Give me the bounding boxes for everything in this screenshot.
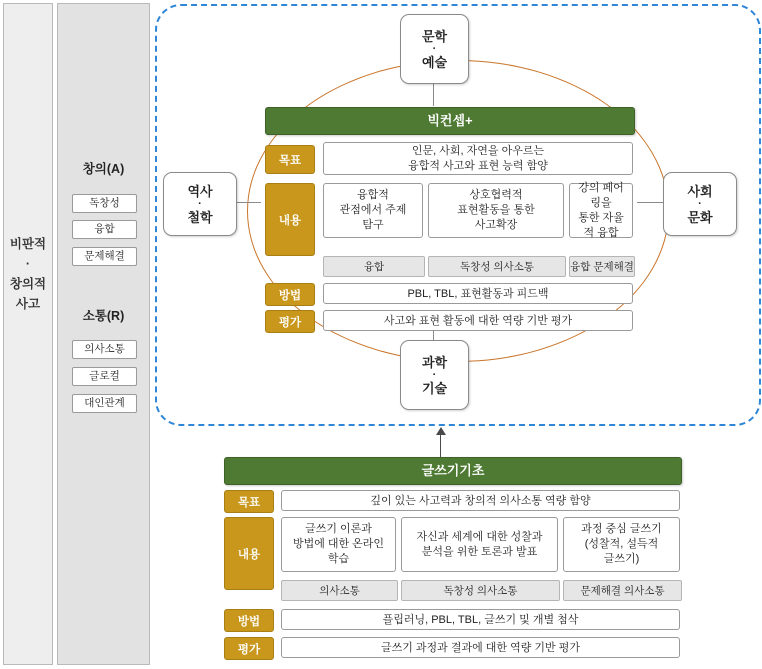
node-science-dot: · xyxy=(432,368,437,381)
competency-chip-interpersonal[interactable]: 대인관계 xyxy=(72,394,137,413)
bc-c1-l1: 융합적 xyxy=(357,189,389,201)
competency-group-title-creative: 창의(A) xyxy=(82,162,125,176)
big-concept-content-cell-3 xyxy=(569,183,633,238)
wb-c1-l1: 글쓰기 이론과 xyxy=(305,523,372,535)
upward-arrow-head xyxy=(436,427,446,435)
big-concept-tag-1: 융합 xyxy=(323,256,425,277)
wb-c1-l3: 학습 xyxy=(327,553,350,565)
big-concept-goal-label: 목표 xyxy=(265,145,315,174)
writing-basics-goal-label: 목표 xyxy=(224,490,274,513)
writing-basics-tag-2: 독창성 의사소통 xyxy=(401,580,560,601)
big-concept-goal-line1: 인문, 사회, 자연을 아우르는 xyxy=(411,144,545,157)
wb-c2-l1: 자신과 세계에 대한 성찰과 xyxy=(416,530,543,543)
node-history-dot: · xyxy=(198,197,202,210)
node-science-line2: 기술 xyxy=(421,380,448,396)
node-history-line1: 역사 xyxy=(187,183,213,199)
wb-c3-l1: 과정 중심 글쓰기 xyxy=(581,523,662,535)
competency-chip-originality[interactable]: 독창성 xyxy=(72,194,137,213)
upward-arrow-stem xyxy=(440,435,441,457)
writing-basics-content-cell-1 xyxy=(281,517,396,572)
competency-column xyxy=(57,3,150,665)
bc-c1-l2: 관점에서 주제 xyxy=(339,204,407,216)
bc-c2-l3: 사고확장 xyxy=(474,219,518,231)
writing-basics-eval-value: 글쓰기 과정과 결과에 대한 역량 기반 평가 xyxy=(281,637,680,658)
node-literature[interactable] xyxy=(400,14,469,84)
writing-basics-content-cell-3 xyxy=(563,517,680,572)
competency-group-title-communication: 소통(R) xyxy=(82,309,125,323)
bc-c2-l1: 상호협력적 xyxy=(469,189,523,201)
writing-basics-content-label: 내용 xyxy=(224,517,274,590)
node-history-line2: 철학 xyxy=(187,209,213,225)
bc-c1-l3: 탐구 xyxy=(362,219,384,231)
left-axis-line4: 사고 xyxy=(15,297,41,311)
competency-chip-glocal[interactable]: 글로컬 xyxy=(72,367,137,386)
connector-history xyxy=(235,202,261,203)
wb-c1-l2: 방법에 대한 온라인 xyxy=(292,538,385,550)
node-society-line2: 문화 xyxy=(687,209,713,225)
bc-c2-l2: 표현활동을 통한 xyxy=(457,204,535,216)
bc-c3-l2: 통한 자율적 융합 xyxy=(578,211,624,239)
left-axis-label xyxy=(4,234,52,314)
writing-basics-tag-1: 의사소통 xyxy=(281,580,398,601)
big-concept-content-cell-2 xyxy=(428,183,564,238)
big-concept-title-bar: 빅컨셉+ xyxy=(265,107,635,135)
writing-basics-content-cell-2 xyxy=(401,517,558,572)
node-society-dot: · xyxy=(698,197,702,210)
writing-basics-eval-label: 평가 xyxy=(224,637,274,660)
competency-chip-problem-solving[interactable]: 문제해결 xyxy=(72,247,137,266)
writing-basics-method-label: 방법 xyxy=(224,609,274,632)
node-society[interactable] xyxy=(663,172,737,236)
big-concept-method-label: 방법 xyxy=(265,283,315,306)
wb-c3-l3: 글쓰기) xyxy=(603,553,640,565)
big-concept-tag-3: 융합 문제해결 xyxy=(569,256,635,277)
writing-basics-tag-3: 문제해결 의사소통 xyxy=(563,580,682,601)
node-literature-line2: 예술 xyxy=(421,54,448,70)
writing-basics-title-bar: 글쓰기기초 xyxy=(224,457,682,485)
big-concept-content-cell-1 xyxy=(323,183,423,238)
wb-c2-l2: 분석을 위한 토론과 발표 xyxy=(421,545,538,558)
big-concept-goal-value xyxy=(323,142,633,175)
node-science[interactable] xyxy=(400,340,469,410)
left-axis-column xyxy=(3,3,53,665)
competency-chip-communication[interactable]: 의사소통 xyxy=(72,340,137,359)
left-axis-line3: 창의적 xyxy=(9,277,47,291)
left-axis-line2: · xyxy=(25,257,31,271)
node-society-line1: 사회 xyxy=(687,183,713,199)
big-concept-content-label: 내용 xyxy=(265,183,315,256)
writing-basics-goal-value: 깊이 있는 사고력과 창의적 의사소통 역량 함양 xyxy=(281,490,680,511)
node-history[interactable] xyxy=(163,172,237,236)
node-literature-line1: 문학 xyxy=(421,28,448,44)
big-concept-tag-2: 독창성 의사소통 xyxy=(428,256,566,277)
writing-basics-method-value: 플립러닝, PBL, TBL, 글쓰기 및 개별 첨삭 xyxy=(281,609,680,630)
big-concept-method-value: PBL, TBL, 표현활동과 피드백 xyxy=(323,283,633,304)
competency-chip-convergence[interactable]: 융합 xyxy=(72,220,137,239)
big-concept-eval-label: 평가 xyxy=(265,310,315,333)
wb-c3-l2: (성찰적, 설득적 xyxy=(584,538,659,550)
big-concept-goal-line2: 융합적 사고와 표현 능력 함양 xyxy=(408,159,548,172)
left-axis-line1: 비판적 xyxy=(9,237,47,251)
big-concept-eval-value: 사고와 표현 활동에 대한 역량 기반 평가 xyxy=(323,310,633,331)
connector-society xyxy=(637,202,663,203)
connector-literature xyxy=(433,82,434,106)
node-science-line1: 과학 xyxy=(421,354,448,370)
node-literature-dot: · xyxy=(432,42,437,55)
bc-c3-l1: 강의 페어링을 xyxy=(578,181,624,209)
